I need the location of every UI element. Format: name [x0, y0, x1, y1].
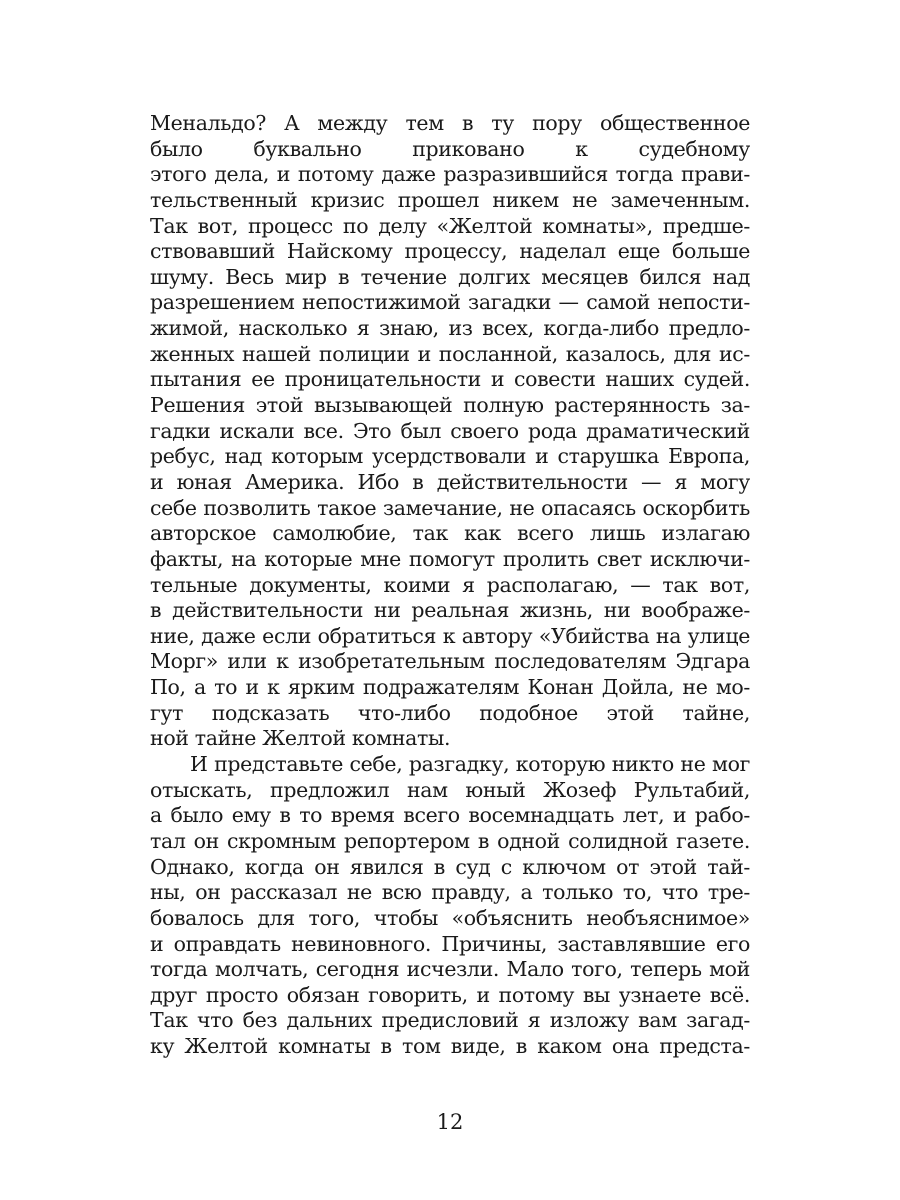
text-line: ны, он рассказал не всю правду, а только то, что тре- [150, 880, 750, 905]
text-line: И представьте себе, разгадку, которую никто не мог [190, 752, 750, 777]
text-line: себе позволить такое замечание, не опасаясь оскорбить [150, 495, 750, 520]
text-line: тогда молчать, сегодня исчезли. Мало того, теперь мой [150, 957, 750, 982]
text-line: гадки искали все. Это был своего рода драматический [150, 418, 750, 443]
paragraph-1 [150, 111, 750, 752]
text-line: пытания ее проницательности и совести наших судей. [150, 367, 750, 392]
text-line: а было ему в то время всего восемнадцать лет, и рабо- [150, 803, 750, 828]
page-number: 12 [436, 1110, 464, 1134]
text-line: тельные документы, коими я располагаю, — так вот, [150, 572, 750, 597]
text-line: разрешением непостижимой загадки — самой непости- [150, 290, 750, 315]
text-line: гут подсказать что-либо подобное этой тайне, [150, 700, 750, 725]
text-line: друг просто обязан говорить, и потому вы узнаете всё. [150, 982, 750, 1007]
text-line: авторское самолюбие, так как всего лишь излагаю [150, 521, 750, 546]
text-line: отыскать, предложил нам юный Жозеф Рультабий, [150, 777, 750, 802]
text-line: ствовавший Найскому процессу, наделал еще больше [150, 239, 750, 264]
text-line: шуму. Весь мир в течение долгих месяцев бился над [150, 264, 750, 289]
text-line: этого дела, и потому даже разразившийся тогда прави- [150, 162, 750, 187]
text-line: в действительности ни реальная жизнь, ни воображе- [150, 598, 750, 623]
text-line: Так вот, процесс по делу «Желтой комнаты», предше- [150, 213, 750, 238]
text-line: и юная Америка. Ибо в действительности — я могу [150, 469, 750, 494]
text-line: Морг» или к изобретательным последователям Эдгара [150, 649, 750, 674]
text-line: Решения этой вызывающей полную растерянность за- [150, 393, 750, 418]
text-line: тал он скромным репортером в одной солидной газете. [150, 828, 750, 853]
text-line: Так что без дальних предисловий я изложу вам загад- [150, 1008, 750, 1033]
paragraph-2 [150, 752, 750, 1060]
body-text [150, 111, 750, 1060]
text-line: ние, даже если обратиться к автору «Убийства на улице [150, 623, 750, 648]
text-line: По, а то и к ярким подражателям Конан Дойла, не мо- [150, 675, 750, 700]
text-line: бовалось для того, чтобы «объяснить необъяснимое» [150, 905, 750, 930]
text-line: ной тайне Желтой комнаты. [150, 726, 451, 751]
text-line: Менальдо? А между тем в ту пору общественное [150, 111, 750, 135]
text-line: тельственный кризис прошел никем не замеченным. [150, 187, 750, 212]
text-line: было буквально приковано к судебному [150, 136, 750, 161]
text-line: и оправдать невиновного. Причины, заставлявшие его [150, 931, 750, 956]
text-line: факты, на которые мне помогут пролить свет исключи- [150, 546, 750, 571]
text-line: Однако, когда он явился в суд с ключом от этой тай- [150, 854, 750, 879]
text-line: жимой, насколько я знаю, из всех, когда-либо предло- [150, 316, 750, 341]
text-line: ку Желтой комнаты в том виде, в каком она предста- [150, 1034, 750, 1059]
text-line: ребус, над которым усердствовали и старушка Европа, [150, 444, 750, 469]
text-line: женных нашей полиции и посланной, казалось, для ис- [150, 341, 750, 366]
